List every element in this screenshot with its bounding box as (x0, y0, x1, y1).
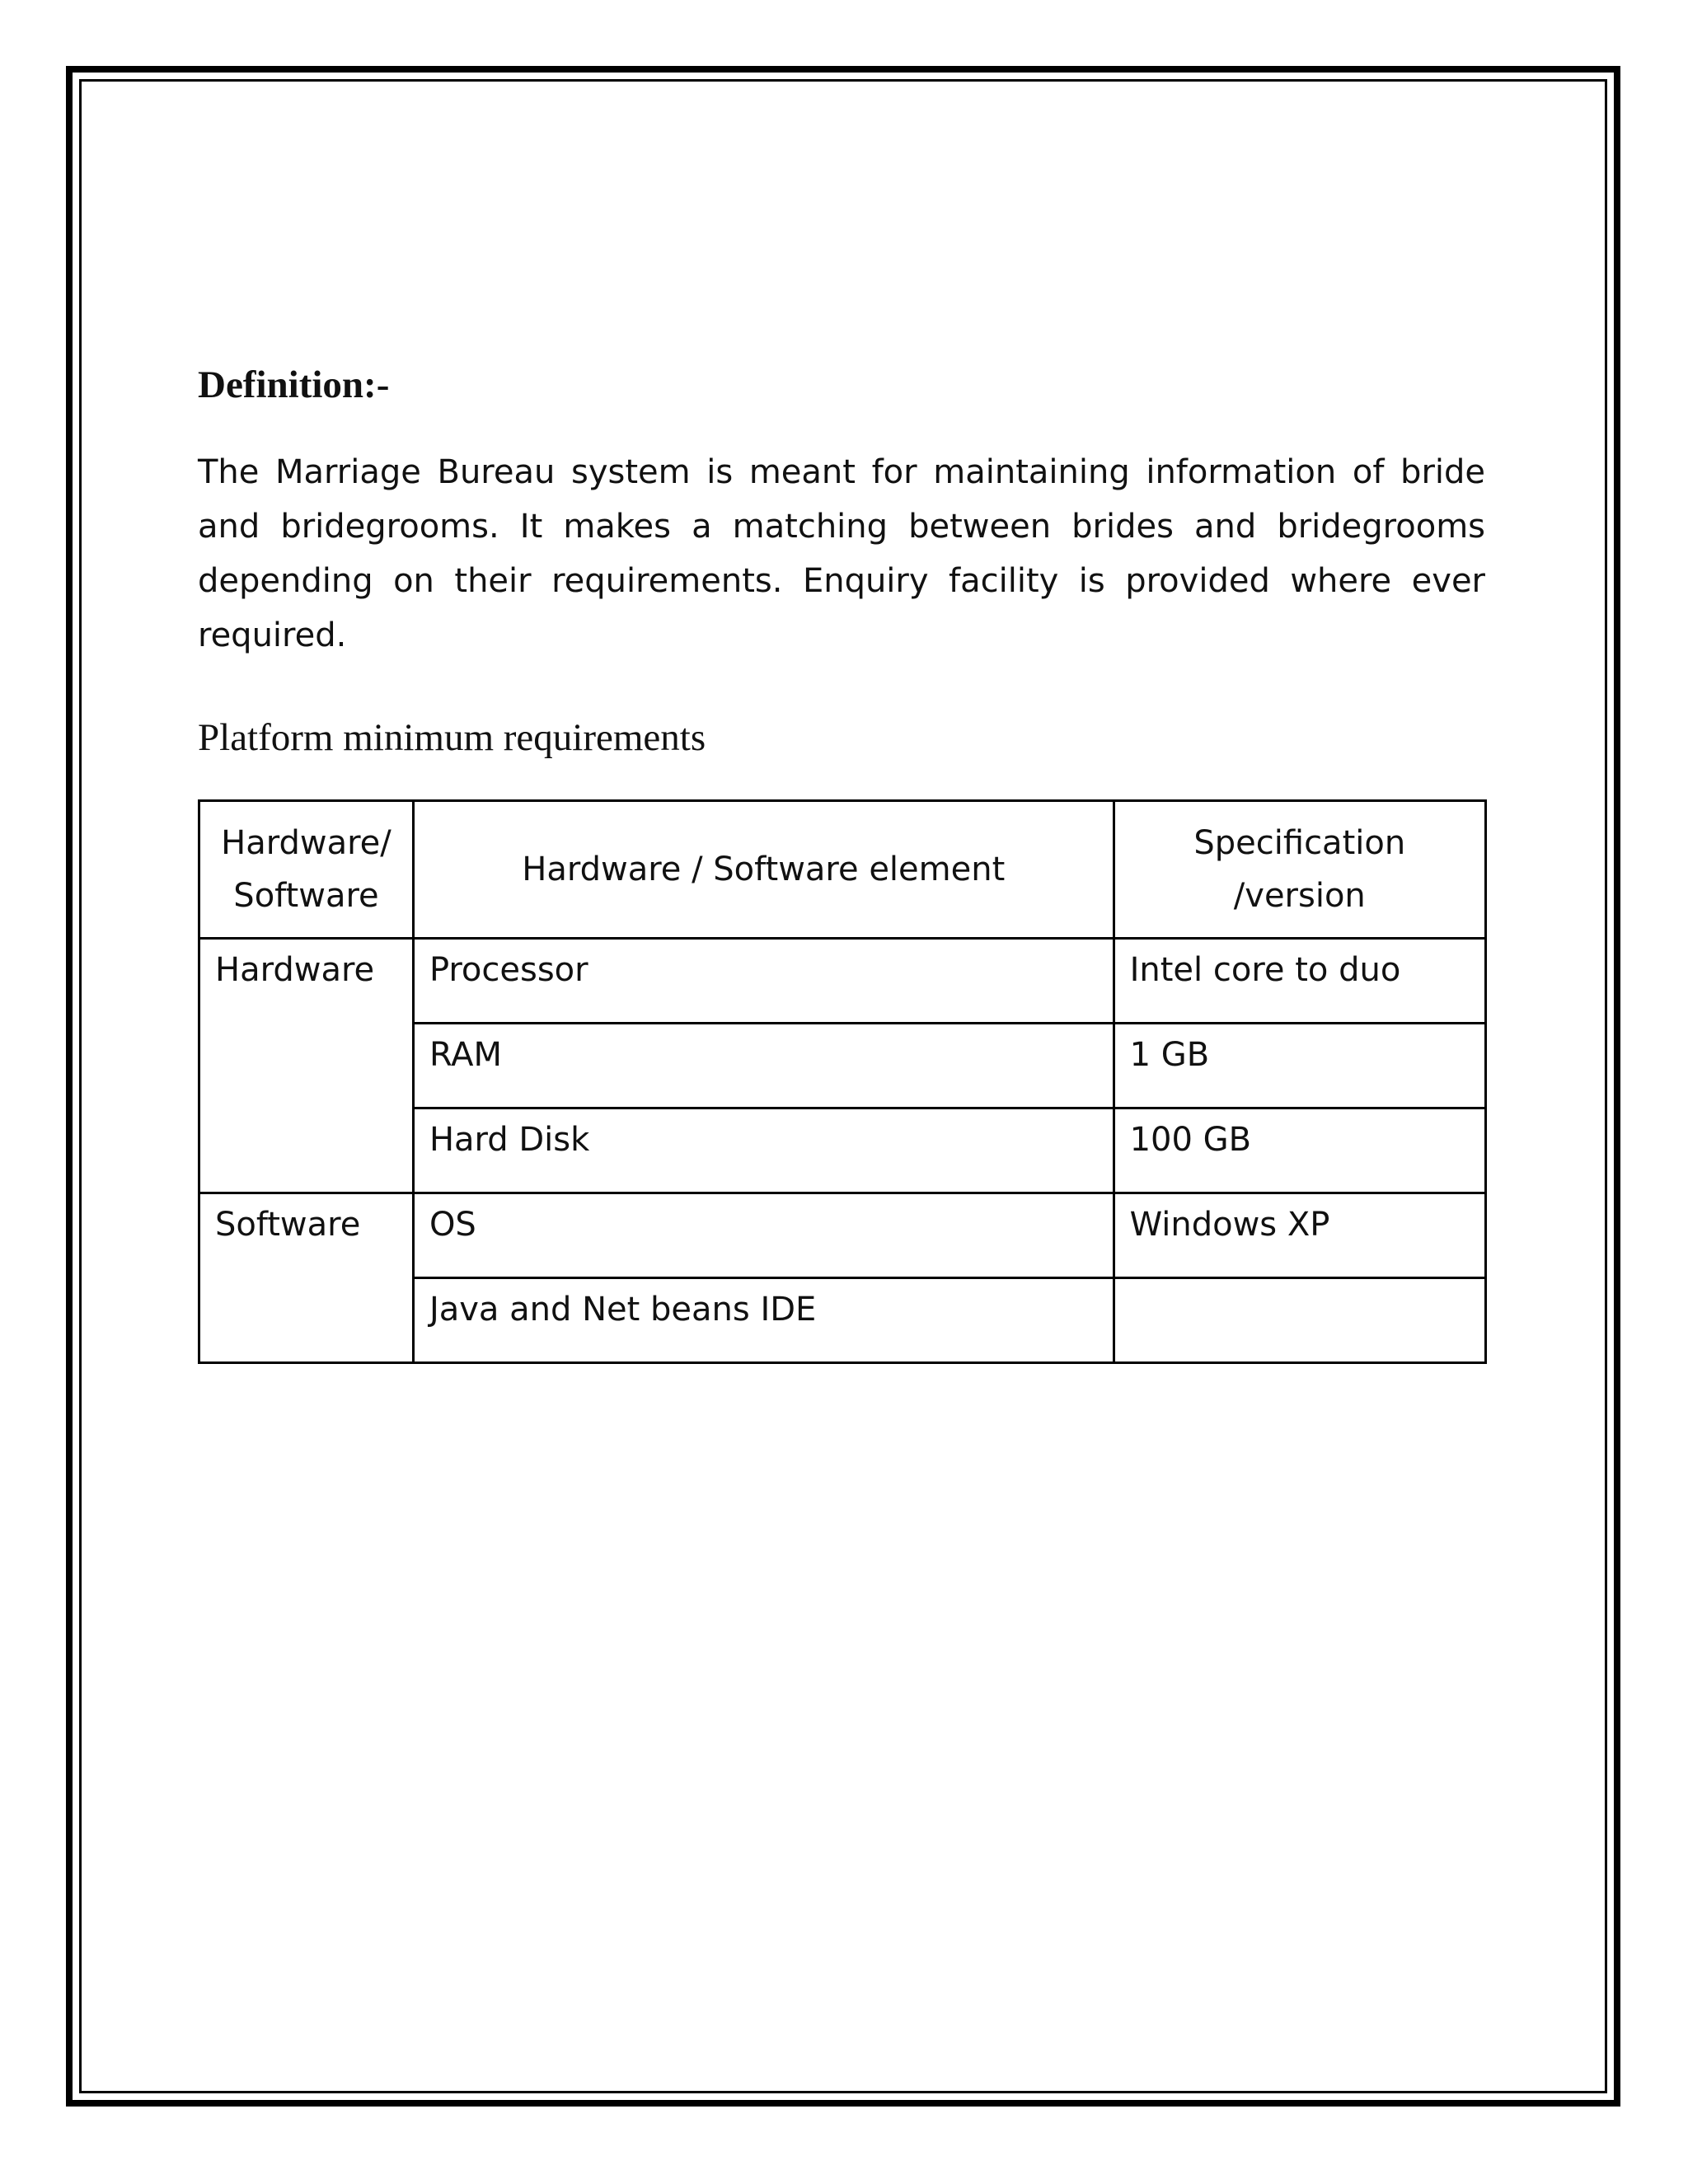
category-cell: Software (199, 1193, 414, 1363)
spec-cell: Intel core to duo (1114, 939, 1485, 1024)
spec-cell (1114, 1278, 1485, 1363)
requirements-table (198, 799, 1487, 1364)
element-cell: Hard Disk (413, 1108, 1114, 1193)
element-cell: Java and Net beans IDE (413, 1278, 1114, 1363)
spec-cell: Windows XP (1114, 1193, 1485, 1278)
element-cell: OS (413, 1193, 1114, 1278)
table-header-row (199, 801, 1486, 939)
element-cell: Processor (413, 939, 1114, 1024)
header-category: Hardware/ Software (199, 801, 414, 939)
element-cell: RAM (413, 1024, 1114, 1108)
definition-heading: Definition:- (198, 363, 390, 406)
spec-cell: 100 GB (1114, 1108, 1485, 1193)
table-row (199, 1193, 1486, 1278)
header-spec: Specification /version (1114, 801, 1485, 939)
spec-cell: 1 GB (1114, 1024, 1485, 1108)
definition-paragraph: The Marriage Bureau system is meant for maintaining information of bride and bridegrooms. It makes a matching between brides and bridegrooms depending on their requirements. Enquiry facility is provided where ever required. (198, 453, 1485, 654)
table-row (199, 939, 1486, 1024)
header-element: Hardware / Software element (413, 801, 1114, 939)
table-caption: Platform minimum requirements (198, 716, 706, 759)
category-cell: Hardware (199, 939, 414, 1193)
